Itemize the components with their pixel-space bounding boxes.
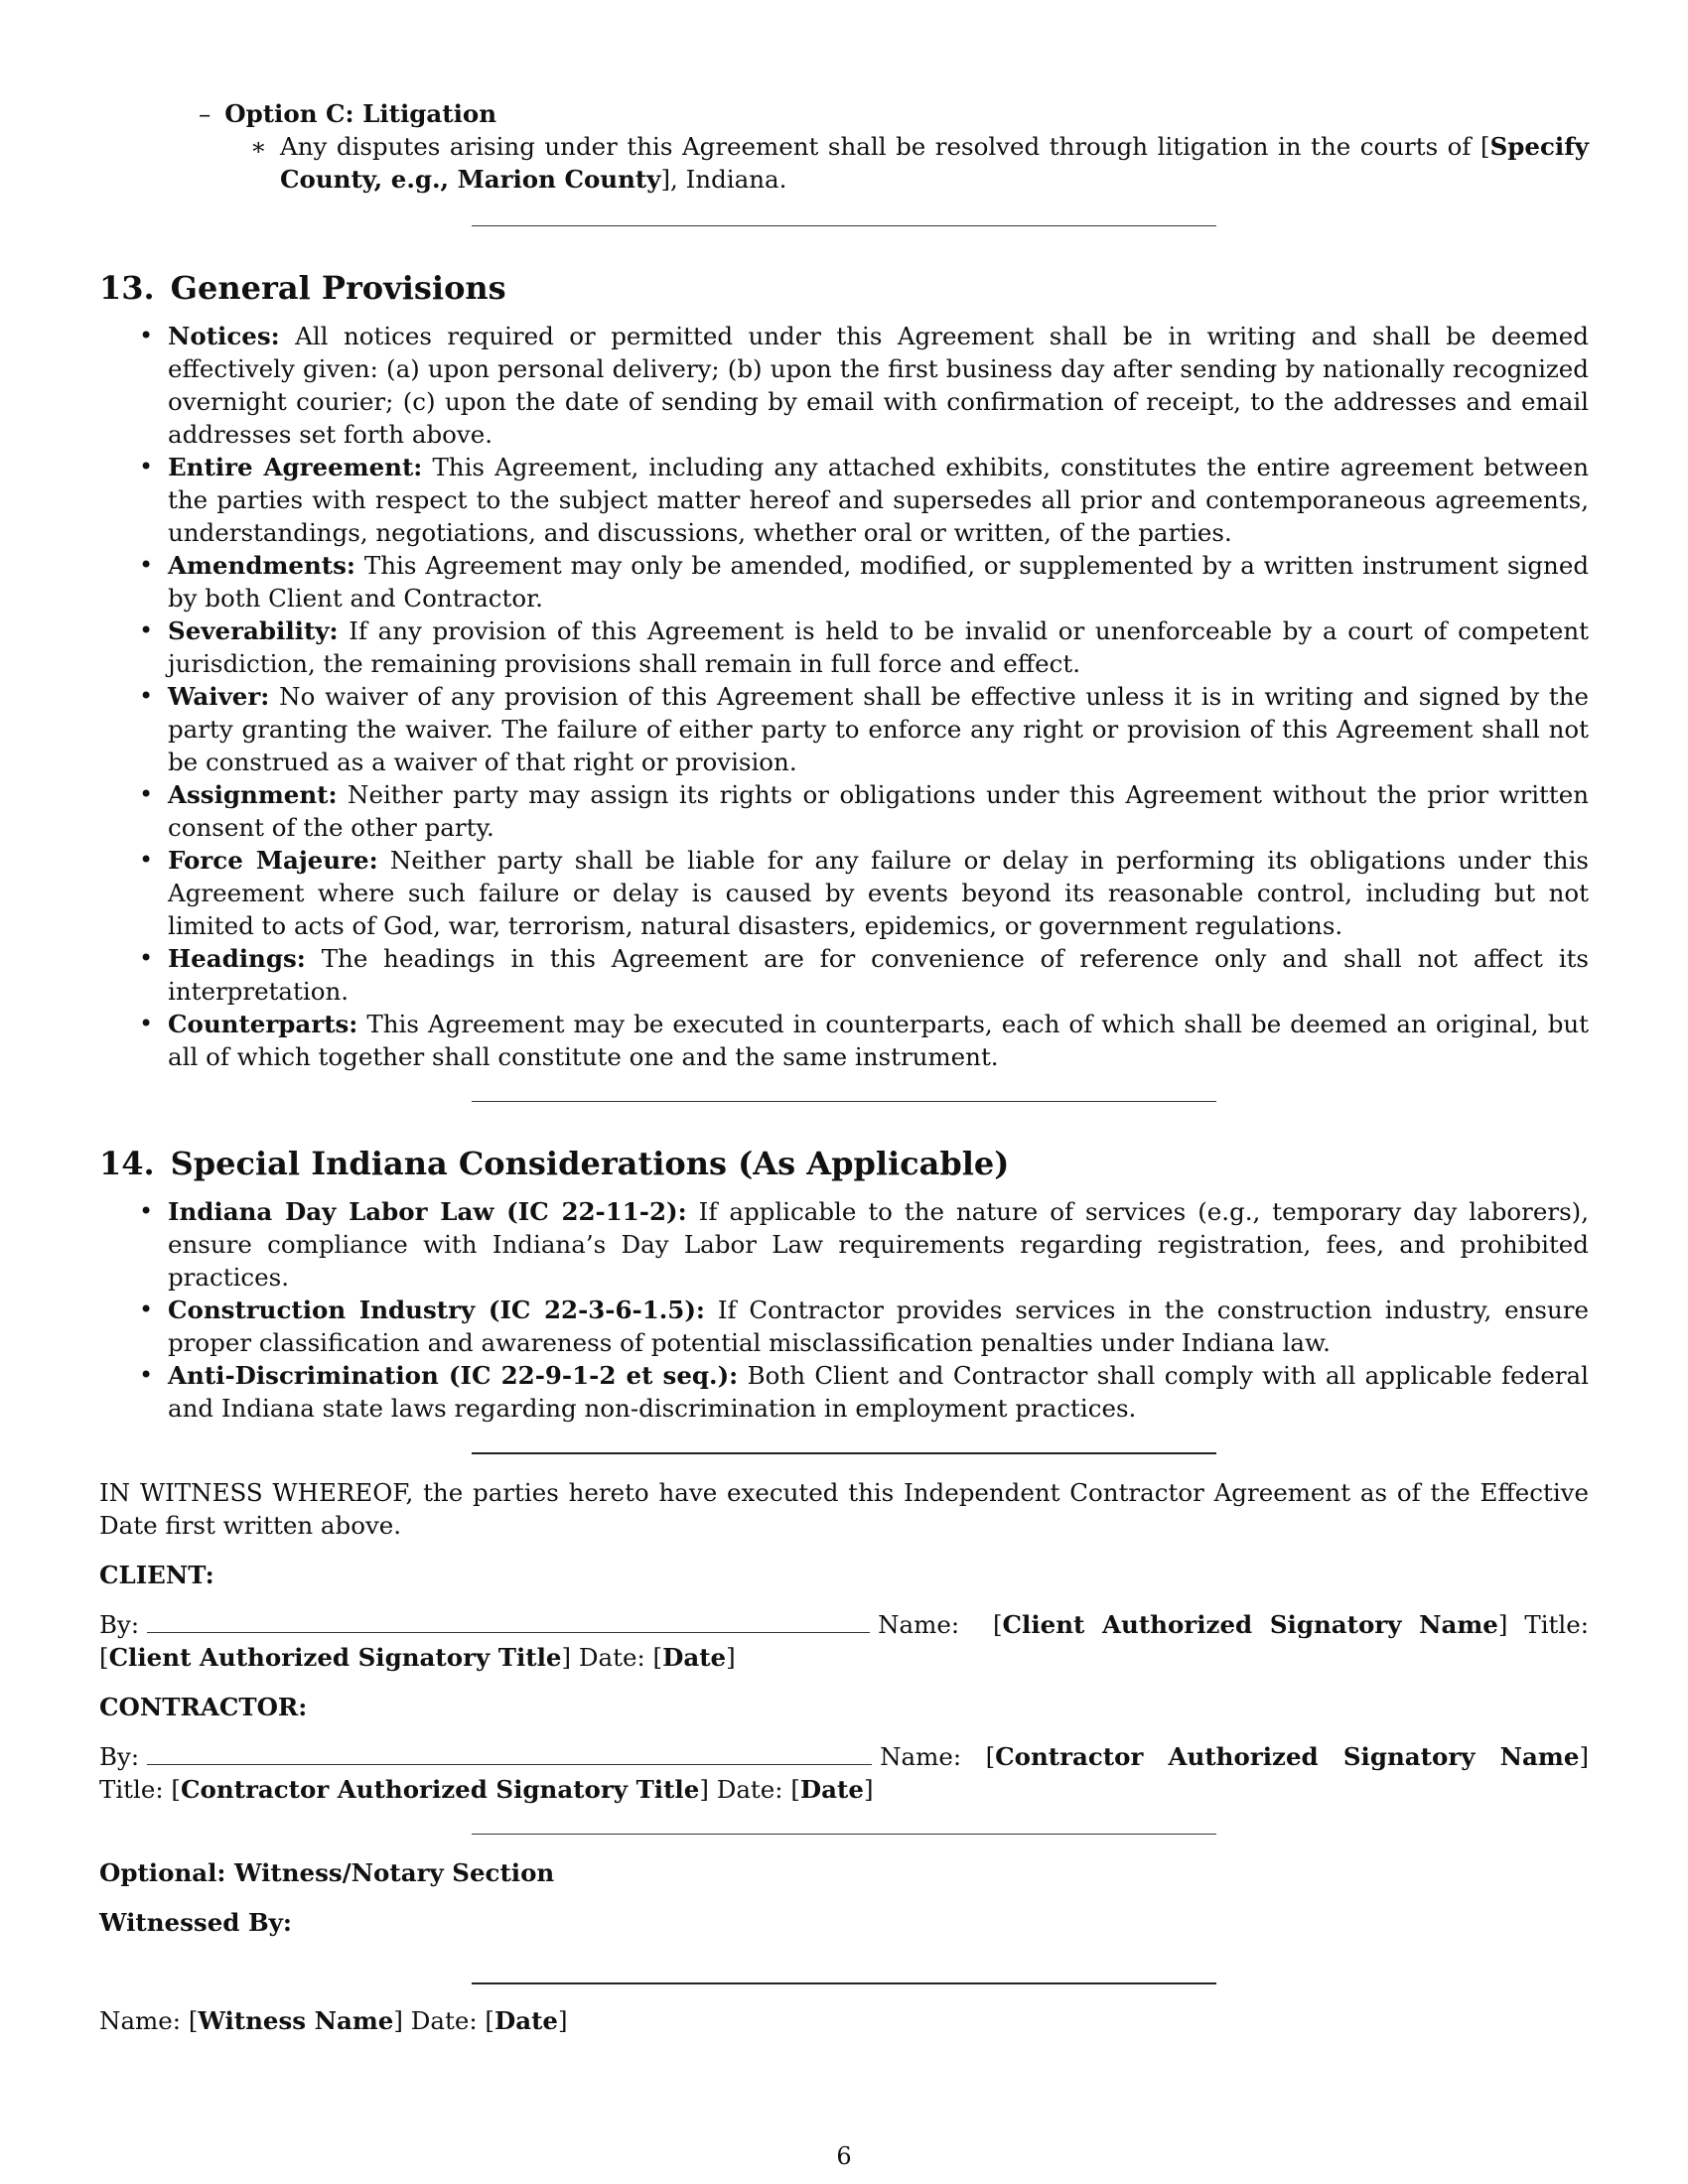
- option-c-body: [250, 130, 1589, 196]
- provision-text: This Agreement, including any attached exhibits, constitutes the entire agreement between the parties with respect to the subject matter hereof and supersedes all prior and contemporaneous agreements, understandings, negotiations, and discussions, whether oral or written, of the parties.: [168, 453, 1589, 547]
- section-13-title: General Provisions: [170, 269, 506, 307]
- client-date-value: Date: [662, 1643, 727, 1672]
- provision-term: Entire Agreement:: [168, 453, 423, 481]
- provision-text: No waiver of any provision of this Agreement shall be effective unless it is in writing and signed by the party granting the waiver. The failure of either party to enforce any right or provision of this Agreement shall not be construed as a waiver of that right or provision.: [168, 682, 1589, 776]
- provision-text: All notices required or permitted under this Agreement shall be in writing and shall be deemed effectively given: (a) upon personal delivery; (b) upon the first business day after sending by nationally recognized overnight courier; (c) upon the date of sending by email with confirmation of receipt, to the addresses and email addresses set forth above.: [168, 322, 1589, 449]
- section-divider: [472, 1834, 1216, 1835]
- section-divider: [472, 1452, 1216, 1454]
- client-title-value: Client Authorized Signatory Title: [108, 1643, 562, 1672]
- star-marker: ∗: [250, 132, 267, 161]
- contractor-name-value: Contractor Authorized Signatory Name: [995, 1742, 1580, 1771]
- section-13-list: [99, 320, 1589, 1073]
- contractor-date-value: Date: [799, 1775, 864, 1804]
- witness-signature-line[interactable]: [472, 1982, 1216, 1984]
- list-item: [168, 844, 1589, 942]
- section-13-heading: [99, 268, 1589, 308]
- contractor-title-value: Contractor Authorized Signatory Title: [180, 1775, 700, 1804]
- option-c-county-placeholder: Specify County, e.g., Marion County: [280, 132, 1589, 194]
- section-divider: [472, 1101, 1216, 1102]
- list-item: [168, 614, 1589, 680]
- provision-term: Notices:: [168, 322, 280, 350]
- document-page: [99, 97, 1589, 2037]
- section-14-heading: [99, 1144, 1589, 1183]
- witness-date-label: Date:: [410, 2006, 478, 2035]
- dash-marker: –: [199, 99, 211, 128]
- section-14-title: Special Indiana Considerations (As Applicable): [170, 1145, 1010, 1182]
- witness-name-value: Witness Name: [198, 2006, 394, 2035]
- provision-text: Neither party may assign its rights or obligations under this Agreement without the prior written consent of the other party.: [168, 780, 1589, 842]
- provision-text: Neither party shall be liable for any failure or delay in performing its obligations under this Agreement where such failure or delay is caused by events beyond its reasonable control, including but not limited to acts of God, war, terrorism, natural disasters, epidemics, or government regulations.: [168, 846, 1589, 940]
- witness-date-value: Date: [493, 2006, 559, 2035]
- provision-term: Severability:: [168, 616, 339, 645]
- list-item: [168, 1294, 1589, 1359]
- list-item: [168, 1195, 1589, 1294]
- contractor-name-label: Name:: [880, 1742, 962, 1771]
- client-name-label: Name:: [878, 1610, 960, 1639]
- provision-term: Headings:: [168, 944, 306, 973]
- provision-term: Indiana Day Labor Law (IC 22-11-2):: [168, 1197, 687, 1226]
- list-item: [168, 549, 1589, 614]
- section-divider: [472, 225, 1216, 226]
- contractor-date-label: Date:: [716, 1775, 783, 1804]
- provision-term: Force Majeure:: [168, 846, 378, 875]
- section-13-number: 13.: [99, 269, 155, 307]
- list-item: [168, 778, 1589, 844]
- notary-heading: Optional: Witness/Notary Section: [99, 1858, 555, 1887]
- section-14-number: 14.: [99, 1145, 155, 1182]
- provision-text: If Contractor provides services in the construction industry, ensure proper classification and awareness of potential misclassification penalties under Indiana law.: [168, 1296, 1589, 1357]
- list-item: [168, 1008, 1589, 1073]
- provision-term: Waiver:: [168, 682, 270, 711]
- option-c-text-after: ], Indiana.: [660, 165, 787, 194]
- witness-clause: IN WITNESS WHEREOF, the parties hereto have executed this Independent Contractor Agreement as of the Effective Date first written above.: [99, 1478, 1589, 1540]
- contractor-title-label: Title:: [99, 1775, 164, 1804]
- witness-name-label: Name:: [99, 2006, 182, 2035]
- list-item: [168, 680, 1589, 778]
- list-item: [168, 942, 1589, 1008]
- provision-text: The headings in this Agreement are for convenience of reference only and shall not affect its interpretation.: [168, 944, 1590, 1006]
- list-item: [168, 1359, 1589, 1425]
- provision-term: Anti-Discrimination (IC 22-9-1-2 et seq.):: [168, 1361, 739, 1390]
- client-title-label: Title:: [1524, 1610, 1589, 1639]
- client-name-value: Client Authorized Signatory Name: [1002, 1610, 1498, 1639]
- contractor-heading: CONTRACTOR:: [99, 1693, 308, 1721]
- provision-text: This Agreement may only be amended, modified, or supplemented by a written instrument signed by both Client and Contractor.: [168, 551, 1589, 613]
- provision-term: Assignment:: [168, 780, 338, 809]
- contractor-signature-block: By: Name: [Contractor Authorized Signatory Name] Title: [Contractor Authorized Signatory Title] Date: [Date]: [99, 1742, 1589, 1804]
- provision-text: This Agreement may be executed in counterparts, each of which shall be deemed an original, but all of which together shall constitute one and the same instrument.: [168, 1010, 1589, 1071]
- list-item: [168, 320, 1589, 451]
- client-signature-line[interactable]: [147, 1608, 870, 1633]
- witnessed-by-label: Witnessed By:: [99, 1908, 292, 1937]
- option-c-heading: [199, 97, 1589, 130]
- provision-term: Amendments:: [168, 551, 355, 580]
- section-14-list: [99, 1195, 1589, 1425]
- provision-term: Counterparts:: [168, 1010, 358, 1038]
- provision-term: Construction Industry (IC 22-3-6-1.5):: [168, 1296, 705, 1324]
- client-by-label: By:: [99, 1610, 140, 1639]
- witness-name-block: Name: [Witness Name] Date: [Date]: [99, 2006, 568, 2035]
- contractor-by-label: By:: [99, 1742, 140, 1771]
- page-number: 6: [836, 2142, 852, 2170]
- list-item: [168, 451, 1589, 549]
- provision-text: If applicable to the nature of services (e.g., temporary day laborers), ensure compliance with Indiana’s Day Labor Law requirements regarding registration, fees, and prohibited practices.: [168, 1197, 1589, 1292]
- option-c-text-before: Any disputes arising under this Agreement shall be resolved through litigation in the courts of [: [280, 132, 1490, 161]
- provision-text: If any provision of this Agreement is held to be invalid or unenforceable by a court of competent jurisdiction, the remaining provisions shall remain in full force and effect.: [168, 616, 1589, 678]
- provision-text: Both Client and Contractor shall comply with all applicable federal and Indiana state laws regarding non-discrimination in employment practices.: [168, 1361, 1589, 1423]
- contractor-signature-line[interactable]: [147, 1740, 872, 1765]
- client-heading: CLIENT:: [99, 1561, 214, 1589]
- client-date-label: Date:: [578, 1643, 645, 1672]
- option-c-title: Option C: Litigation: [224, 99, 497, 128]
- client-signature-block: By: Name: [Client Authorized Signatory Name] Title: [Client Authorized Signatory Title] Date: [Date]: [99, 1610, 1589, 1672]
